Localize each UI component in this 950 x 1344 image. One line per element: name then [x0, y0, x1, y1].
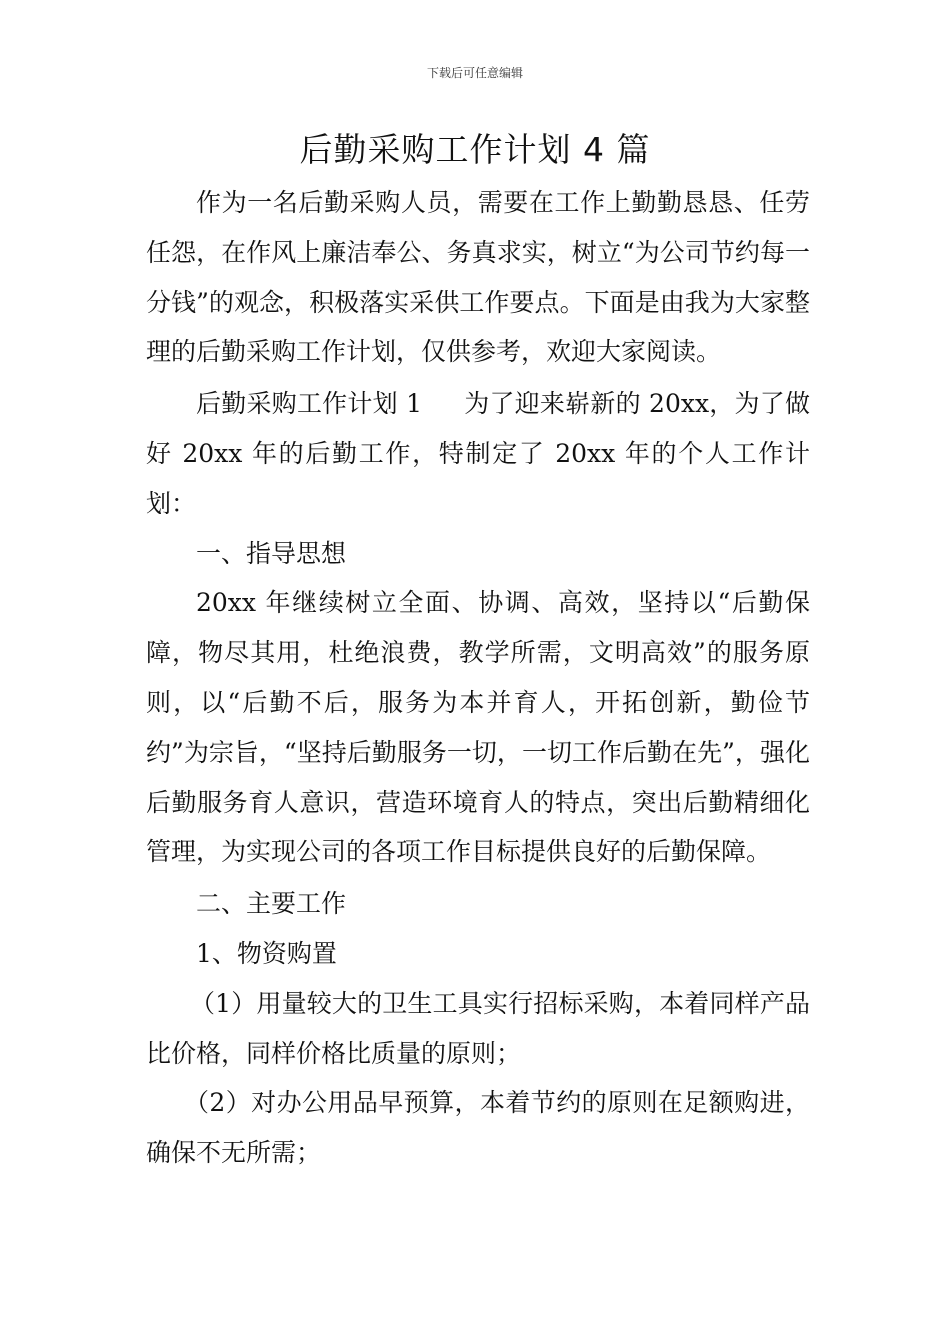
header-note: 下载后可任意编辑 [426, 66, 523, 80]
item1-2-paragraph: （2）对办公用品早预算，本着节约的原则在足额购进，确保不无所需； [146, 1088, 810, 1168]
intro-paragraph: 作为一名后勤采购人员，需要在工作上勤勤恳恳、任劳任怨，在作风上廉洁奉公、务真求实，树立“为公司节约每一分钱”的观念，积极落实采供工作要点。下面是由我为大家整理的后勤采购工作计划，仅供参考，欢迎大家阅读。 [146, 188, 810, 367]
plan1-text: 为了迎来崭新的 20xx，为了做好 20xx 年的后勤工作，特制定了 20xx 年的个人工作计划： [146, 389, 810, 518]
document-title: 后勤采购工作计划 4 篇 [299, 130, 651, 169]
section1-paragraph: 20xx 年继续树立全面、协调、高效，坚持以“后勤保障，物尽其用，杜绝浪费，教学所需，文明高效”的服务原则，以“后勤不后，服务为本并育人，开拓创新，勤俭节约”为宗旨，“坚持后勤服务一切，一切工作后勤在先”，强化后勤服务育人意识，营造环境育人的特点，突出后勤精细化管理，为实现公司的各项工作目标提供良好的后勤保障。 [146, 588, 810, 867]
plan1-label: 后勤采购工作计划 1 [196, 389, 422, 419]
document-body [146, 178, 810, 1178]
item1-1-paragraph: （1）用量较大的卫生工具实行招标采购，本着同样产品比价格，同样价格比质量的原则； [146, 988, 810, 1068]
section2-heading: 二、主要工作 [196, 889, 347, 919]
plan1-paragraph [146, 379, 810, 528]
section1-heading: 一、指导思想 [196, 538, 347, 568]
item1-heading: 1、物资购置 [196, 938, 337, 968]
